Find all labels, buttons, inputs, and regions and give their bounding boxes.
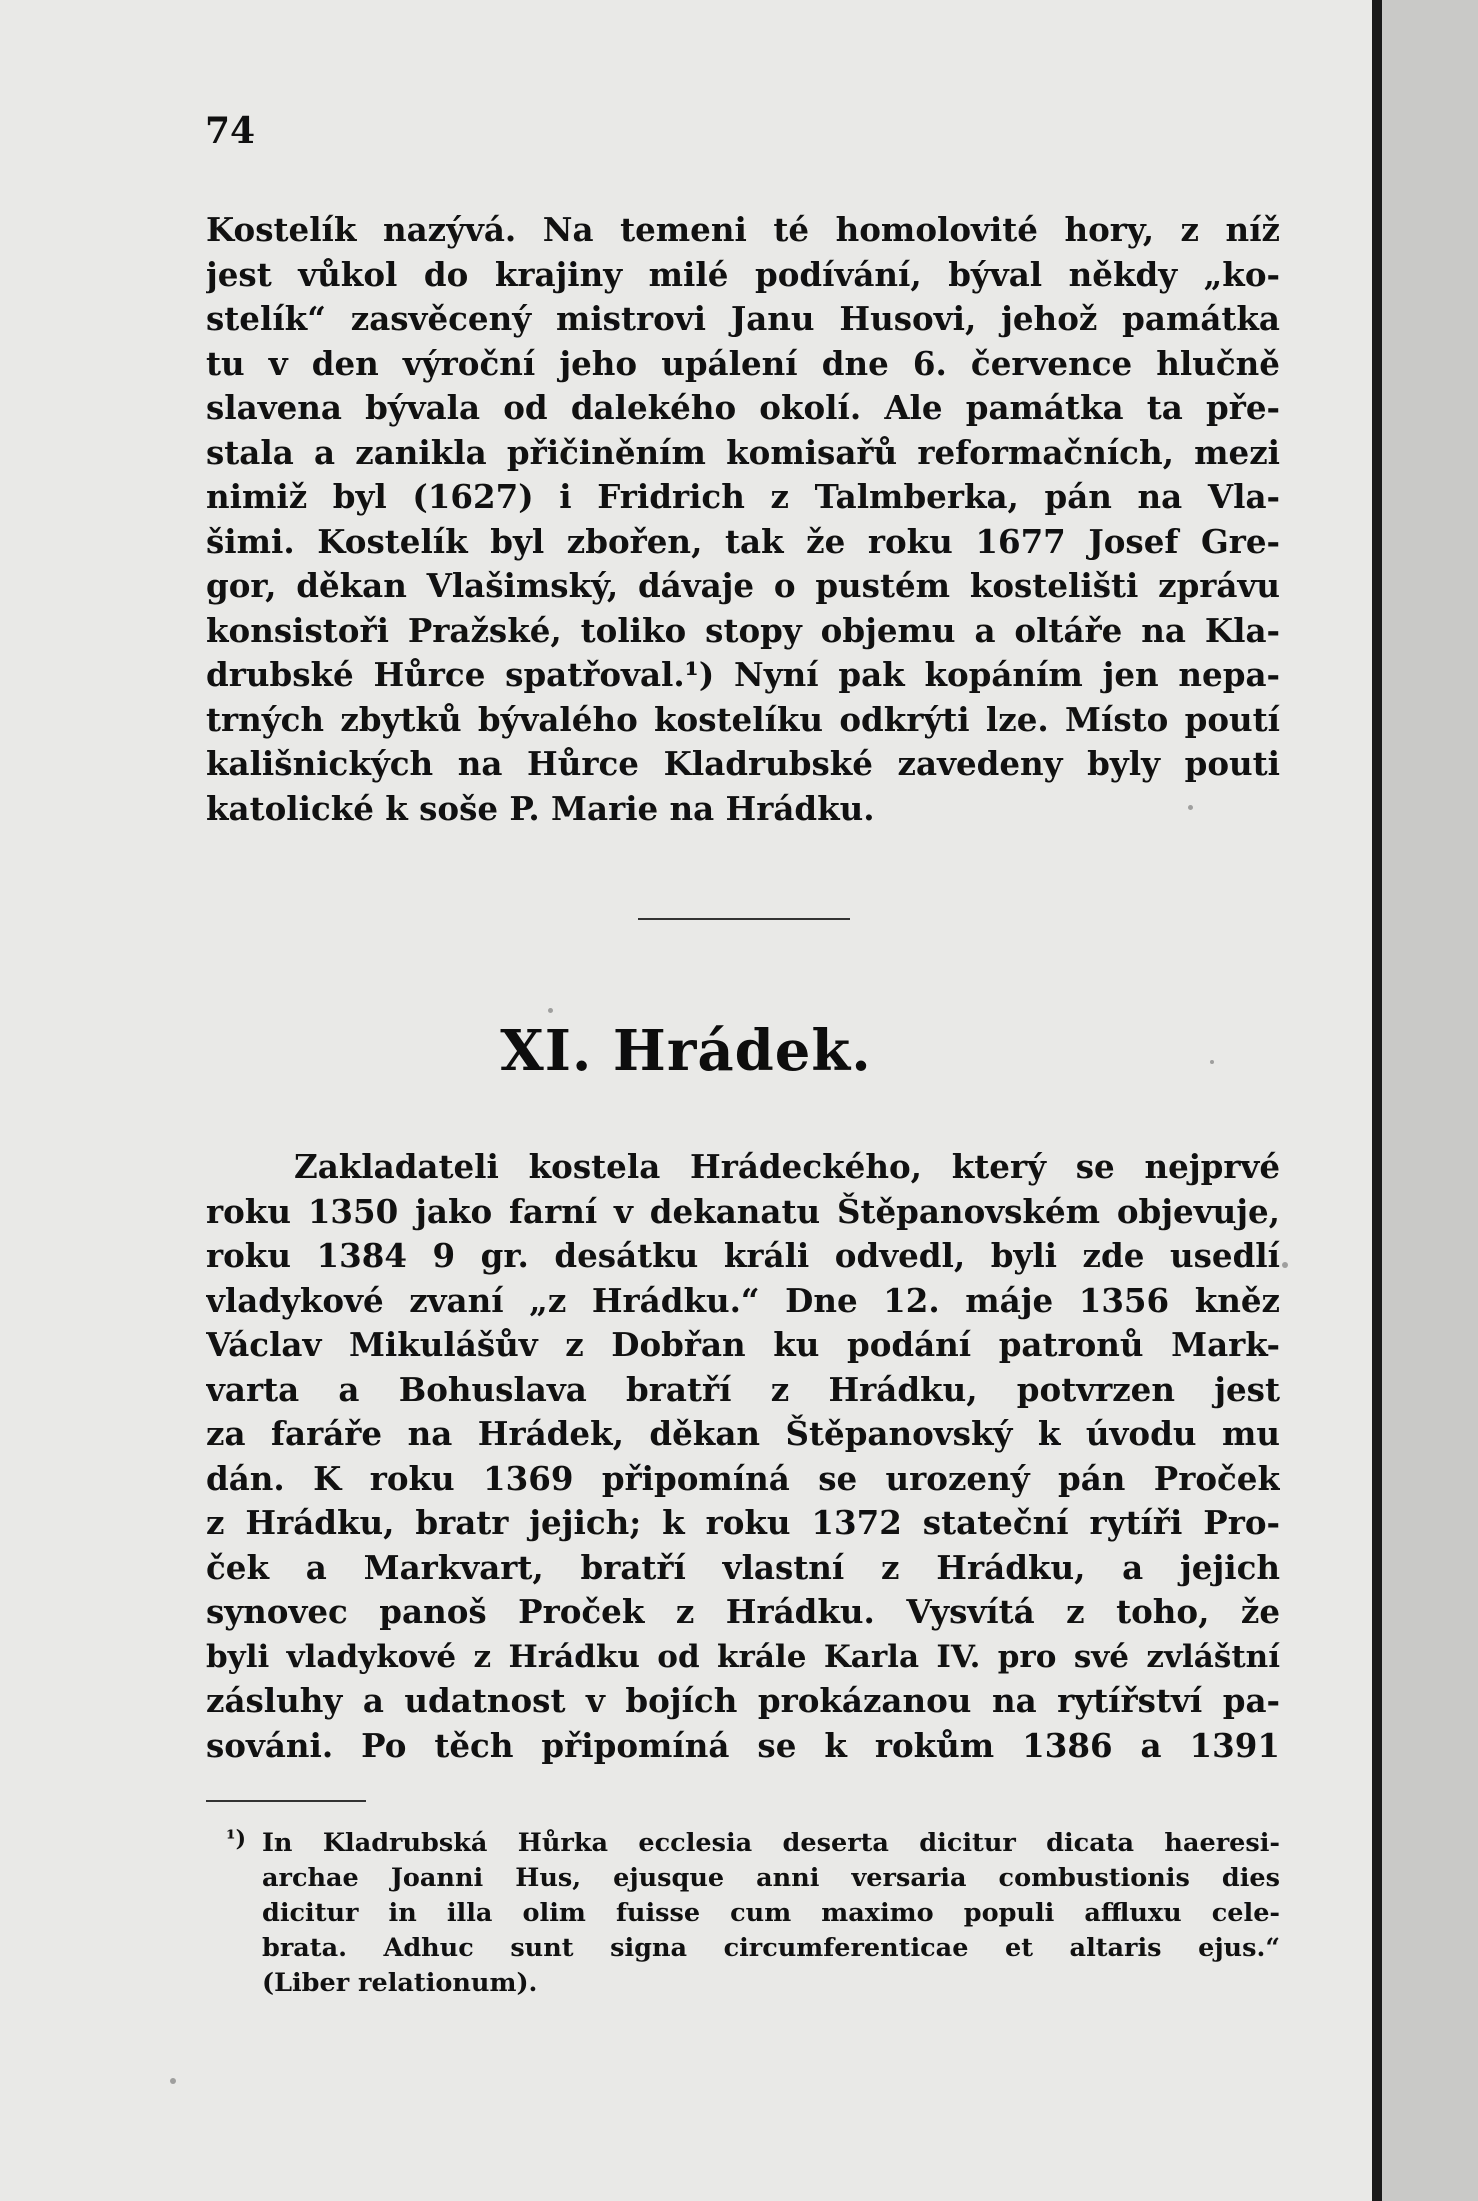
text-line: slavena bývala od dalekého okolí. Ale památka ta pře-	[206, 388, 1280, 427]
footnote-line: In Kladrubská Hůrka ecclesia deserta dicitur dicata haeresi-	[262, 1828, 1280, 1858]
text-line: synovec panoš Proček z Hrádku. Vysvítá z toho, že	[206, 1592, 1280, 1631]
text-line: šimi. Kostelík byl zbořen, tak že roku 1677 Josef Gre-	[206, 521, 1280, 561]
text-line: Kostelík nazývá. Na temeni té homolovité hory, z níž	[206, 210, 1280, 249]
text-line: roku 1384 9 gr. desátku králi odvedl, byli zde usedlí	[206, 1236, 1280, 1275]
text-line: Zakladateli kostela Hrádeckého, který se nejprvé	[294, 1147, 1280, 1186]
text-line: Václav Mikulášův z Dobřan ku podání patronů Mark-	[206, 1325, 1280, 1364]
footnote-rule	[206, 1800, 366, 1802]
text-line: kališnických na Hůrce Kladrubské zavedeny byly pouti	[206, 744, 1280, 783]
page-edge-shadow	[1372, 0, 1382, 2201]
paper-speck	[1282, 1262, 1288, 1268]
text-line: byli vladykové z Hrádku od krále Karla IV. pro své zvláštní	[206, 1638, 1280, 1675]
text-line: konsistoři Pražské, toliko stopy objemu a oltáře na Kla-	[206, 610, 1280, 650]
next-page-strip	[1382, 0, 1478, 2201]
paper-speck	[1210, 1060, 1214, 1064]
footnote	[226, 1826, 1280, 2001]
paragraph-kostelik	[206, 208, 1280, 831]
text-line: tu v den výroční jeho upálení dne 6. července hlučně	[206, 343, 1280, 383]
footnote-line: brata. Adhuc sunt signa circumferenticae et altaris ejus.“	[262, 1933, 1280, 1963]
footnote-line: archae Joanni Hus, ejusque anni versaria combustionis dies	[262, 1863, 1280, 1893]
text-line: roku 1350 jako farní v dekanatu Štěpanovském objevuje,	[206, 1191, 1280, 1231]
text-line: sováni. Po těch připomíná se k rokům 1386 a 1391	[206, 1725, 1280, 1765]
paper-speck	[548, 1008, 553, 1013]
text-line: drubské Hůrce spatřoval.¹) Nyní pak kopáním jen nepa-	[206, 655, 1280, 694]
text-line: katolické k soše P. Marie na Hrádku.	[206, 788, 875, 828]
text-line: jest vůkol do krajiny milé podívání, býval někdy „ko-	[206, 254, 1280, 294]
text-line: vladykové zvaní „z Hrádku.“ Dne 12. máje 1356 kněz	[206, 1280, 1280, 1320]
page-number: 74	[205, 110, 256, 152]
paper-speck	[170, 2078, 176, 2084]
text-line: dán. K roku 1369 připomíná se urozený pán Proček	[206, 1458, 1280, 1498]
text-line: varta a Bohuslava bratří z Hrádku, potvrzen jest	[206, 1369, 1280, 1409]
text-line: stelík“ zasvěcený mistrovi Janu Husovi, jehož památka	[206, 299, 1280, 338]
text-line: gor, děkan Vlašimský, dávaje o pustém kostelišti zprávu	[206, 566, 1280, 605]
chapter-heading: XI. Hrádek.	[500, 1018, 872, 1084]
text-line: z Hrádku, bratr jejich; k roku 1372 stateční rytíři Pro-	[206, 1503, 1280, 1542]
text-line: nimiž byl (1627) i Fridrich z Talmberka, pán na Vla-	[206, 477, 1280, 516]
text-line: za faráře na Hrádek, děkan Štěpanovský k úvodu mu	[206, 1414, 1280, 1453]
section-divider	[638, 918, 850, 920]
paper-speck	[1188, 805, 1193, 810]
footnote-marker: ¹)	[226, 1826, 247, 1852]
text-line: stala a zanikla přičiněním komisařů reformačních, mezi	[206, 432, 1280, 472]
footnote-line: dicitur in illa olim fuisse cum maximo populi affluxu cele-	[262, 1898, 1280, 1928]
footnote-line: (Liber relationum).	[262, 1968, 538, 1998]
text-line: zásluhy a udatnost v bojích prokázanou na rytířství pa-	[206, 1681, 1280, 1720]
paragraph-hradek	[206, 1145, 1280, 1768]
text-line: ček a Markvart, bratří vlastní z Hrádku, a jejich	[206, 1547, 1280, 1587]
text-line: trných zbytků bývalého kostelíku odkrýti lze. Místo poutí	[206, 699, 1280, 739]
